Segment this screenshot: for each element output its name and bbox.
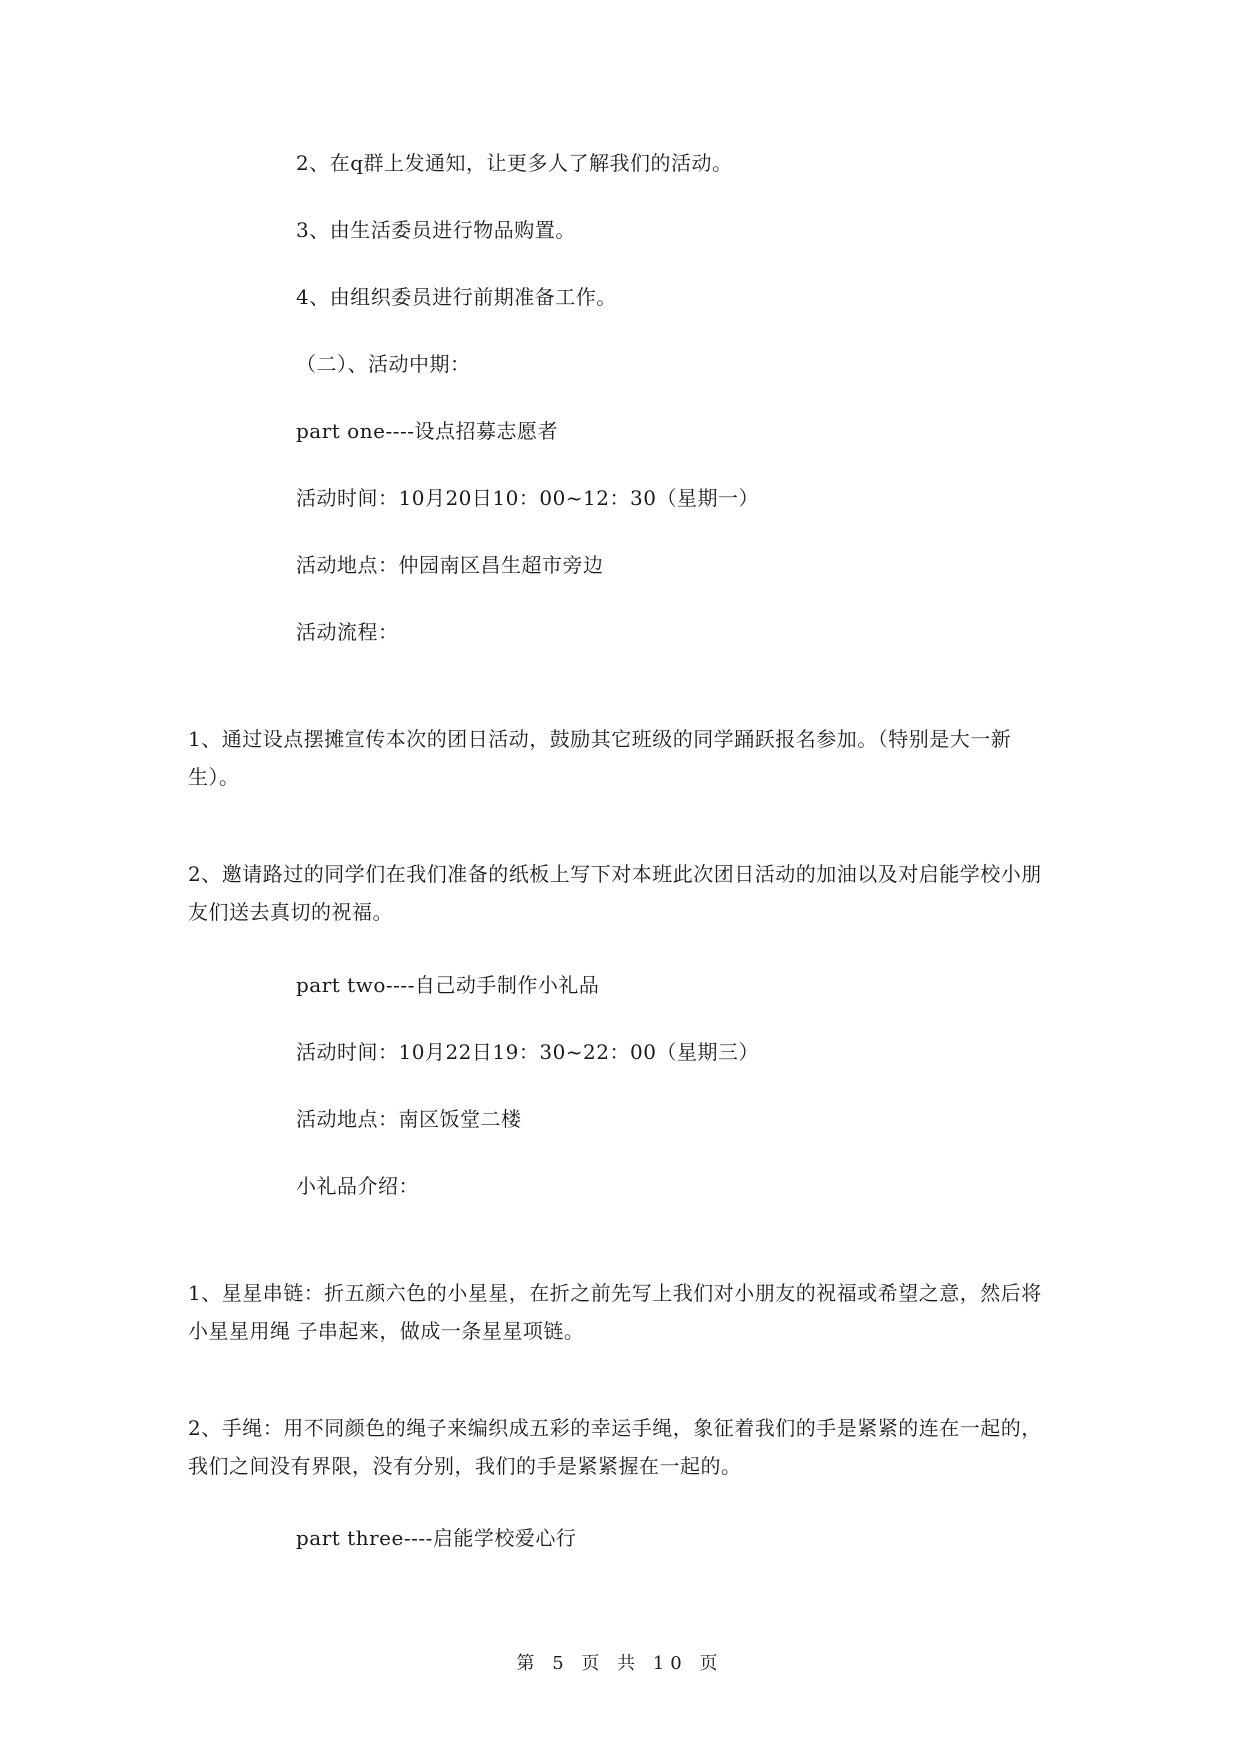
section-heading-midterm: （二）、活动中期： (296, 352, 471, 376)
gift-hand-rope: 2、手绳：用不同颜色的绳子来编织成五彩的幸运手绳，象征着我们的手是紧紧的连在一起的，我们之间没有界限，没有分别，我们的手是紧紧握在一起的。 (188, 1416, 1042, 1478)
part-two-location: 活动地点：南区饭堂二楼 (296, 1107, 522, 1131)
part-one-time: 活动时间：10月20日10：00~12：30（星期一） (296, 486, 759, 510)
gift-intro-label: 小礼品介绍： (296, 1174, 419, 1198)
gift-star-chain: 1、星星串链：折五颜六色的小星星，在折之前先写上我们对小朋友的祝福或希望之意，然后将小星星用绳 子串起来，做成一条星星项链。 (188, 1281, 1042, 1343)
part-one-location: 活动地点：仲园南区昌生超市旁边 (296, 553, 604, 577)
process-step-1: 1、通过设点摆摊宣传本次的团日活动，鼓励其它班级的同学踊跃报名参加。（特别是大一新生）。 (188, 727, 1012, 789)
process-step-2: 2、邀请路过的同学们在我们准备的纸板上写下对本班此次团日活动的加油以及对启能学校小朋友们送去真切的祝福。 (188, 862, 1042, 924)
list-item-notify: 2、在q群上发通知，让更多人了解我们的活动。 (296, 151, 733, 175)
list-item-preparation: 4、由组织委员进行前期准备工作。 (296, 285, 617, 309)
part-one-process-label: 活动流程： (296, 620, 399, 644)
part-two-title: part two----自己动手制作小礼品 (296, 973, 600, 997)
part-two-time: 活动时间：10月22日19：30~22：00（星期三） (296, 1040, 759, 1064)
part-one-title: part one----设点招募志愿者 (296, 419, 558, 443)
page-number-footer: 第 5 页 共 10 页 (516, 1653, 724, 1674)
part-three-title: part three----启能学校爱心行 (296, 1526, 577, 1550)
list-item-purchase: 3、由生活委员进行物品购置。 (296, 218, 576, 242)
